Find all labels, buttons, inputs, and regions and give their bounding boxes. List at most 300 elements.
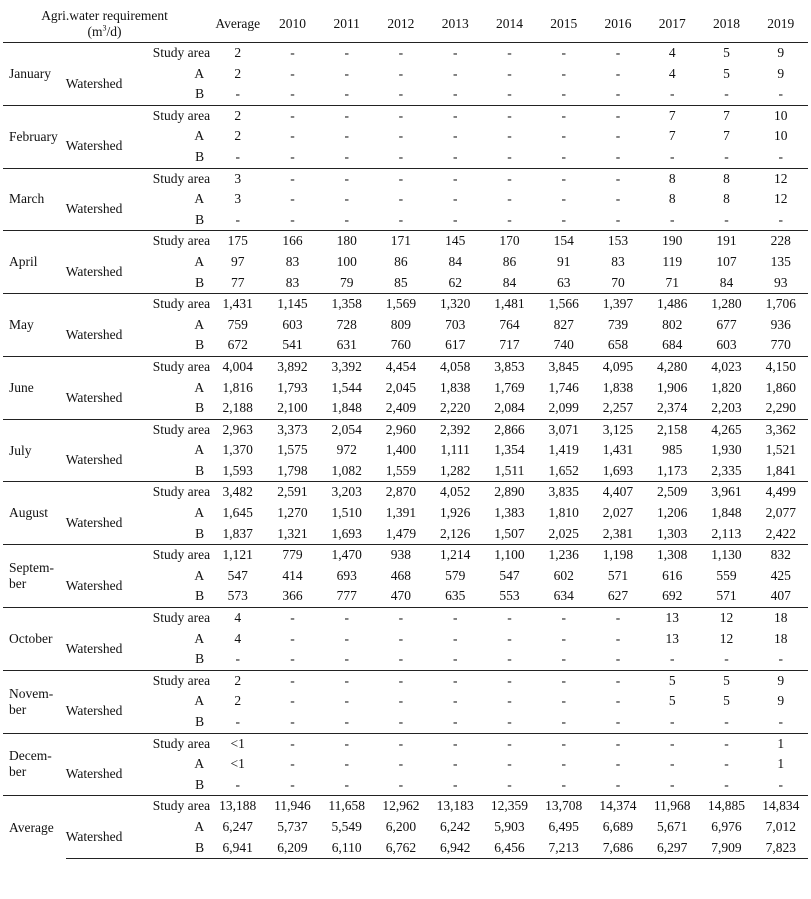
table-cell: 6,762	[374, 838, 428, 859]
table-cell: -	[724, 86, 729, 102]
table-cell: 8	[645, 168, 699, 189]
table-row	[3, 817, 808, 838]
table-cell: 1,848	[331, 400, 362, 416]
watershed-label: Watershed	[65, 640, 123, 656]
row-watershed-b-label	[66, 649, 210, 670]
table-cell: -	[615, 630, 621, 646]
table-cell: 5,903	[494, 818, 525, 834]
table-cell: 693	[336, 567, 357, 583]
table-row	[3, 189, 808, 210]
table-cell: 728	[336, 316, 357, 332]
table-cell: 5	[668, 693, 676, 709]
table-cell: -	[778, 148, 784, 164]
water-requirement-table	[3, 6, 808, 859]
watershed-label: Watershed	[65, 828, 123, 844]
table-row	[3, 252, 808, 273]
watershed-label: Watershed	[65, 577, 123, 593]
table-cell: 1,354	[494, 442, 525, 458]
row-watershed-b-label	[66, 84, 210, 105]
table-cell: -	[320, 733, 374, 754]
table-cell: 7,213	[537, 838, 591, 859]
table-cell: -	[320, 670, 374, 691]
table-cell: 228	[754, 231, 808, 252]
table-cell: 2	[210, 105, 265, 126]
table-cell: 1,145	[265, 294, 319, 315]
table-cell: -	[724, 651, 729, 667]
table-cell: -	[615, 714, 621, 729]
table-cell: 13,183	[428, 796, 482, 817]
table-cell: 972	[336, 442, 357, 458]
watershed-label: Watershed	[65, 263, 123, 279]
study-area-label: Study area	[152, 421, 211, 437]
table-cell: 2,509	[645, 482, 699, 503]
table-cell: 1,566	[537, 294, 591, 315]
table-cell: 1,121	[210, 545, 265, 566]
row-study-area-label	[66, 419, 210, 440]
table-row	[3, 419, 808, 440]
table-cell: -	[398, 714, 404, 729]
table-row	[3, 670, 808, 691]
study-area-label: Study area	[152, 170, 211, 186]
table-cell: 1,837	[222, 525, 253, 541]
watershed-b-label: B	[195, 337, 205, 353]
row-group-label	[3, 482, 66, 545]
table-cell: -	[778, 86, 784, 102]
table-cell: -	[507, 714, 512, 729]
table-cell: 18	[774, 630, 788, 646]
table-cell: 3,125	[591, 419, 645, 440]
row-group-label-line: ber	[9, 701, 27, 717]
row-study-area-label	[66, 356, 210, 377]
table-cell: -	[344, 776, 349, 792]
table-cell: 938	[374, 545, 428, 566]
table-cell: 2,084	[494, 400, 525, 416]
table-row	[3, 231, 808, 252]
table-cell: 6,209	[265, 838, 319, 859]
table-row	[3, 796, 808, 817]
study-area-label: Study area	[152, 735, 211, 751]
table-cell: -	[374, 168, 428, 189]
table-cell: 1,082	[331, 462, 362, 478]
table-cell: -	[290, 756, 295, 772]
table-cell: 2,960	[374, 419, 428, 440]
table-cell: -	[428, 733, 482, 754]
table-cell: 2	[234, 693, 242, 709]
table-cell: -	[669, 756, 675, 772]
header-row	[3, 6, 808, 43]
row-watershed-a-label	[65, 754, 210, 782]
table-cell: -	[591, 43, 645, 64]
table-cell: 8	[723, 191, 730, 207]
table-cell: 2,890	[482, 482, 536, 503]
table-cell: 135	[770, 253, 791, 269]
table-cell: 1,431	[602, 442, 634, 458]
table-cell: 6,110	[320, 838, 374, 859]
table-cell: -	[398, 86, 404, 102]
table-cell: 85	[394, 274, 408, 290]
table-cell: -	[669, 148, 675, 164]
table-cell: 740	[553, 337, 574, 353]
row-study-area-label	[66, 796, 210, 817]
watershed-label: Watershed	[65, 703, 123, 719]
table-cell: 12	[774, 191, 788, 207]
row-watershed-b-label	[66, 210, 210, 231]
row-group-label	[3, 796, 66, 859]
table-cell: -	[561, 714, 566, 729]
watershed-b-label: B	[195, 462, 205, 478]
table-cell: -	[320, 43, 374, 64]
table-cell: -	[561, 86, 566, 102]
study-area-label: Study area	[152, 45, 211, 60]
table-row	[3, 105, 808, 126]
table-cell: 1,810	[548, 505, 579, 521]
table-cell: 1,645	[222, 505, 253, 521]
table-row	[3, 315, 808, 336]
table-cell: 1,544	[331, 379, 362, 395]
table-cell: -	[615, 86, 621, 102]
table-cell: 1,693	[602, 462, 634, 478]
watershed-a-label: A	[194, 818, 205, 834]
table-cell: 2,188	[222, 400, 253, 416]
table-cell: -	[561, 128, 566, 144]
table-cell: 86	[394, 253, 408, 269]
table-cell: 759	[227, 316, 248, 332]
table-cell: 170	[482, 231, 536, 252]
table-row	[3, 440, 808, 461]
table-cell: 366	[282, 588, 303, 604]
table-cell: 2,392	[428, 419, 482, 440]
table-cell: 4	[645, 43, 699, 64]
row-watershed-b-label	[66, 335, 210, 356]
table-cell: 802	[662, 316, 683, 332]
table-cell: 631	[336, 337, 357, 353]
table-cell: 13	[645, 608, 699, 629]
table-cell: 3	[234, 191, 242, 207]
row-group-label-line: Septem-	[9, 560, 54, 576]
study-area-label: Study area	[152, 107, 211, 123]
row-group-label	[3, 608, 66, 671]
table-cell: 468	[390, 567, 412, 583]
table-cell: 5,549	[331, 818, 362, 834]
table-cell: -	[615, 65, 621, 81]
table-cell: -	[669, 86, 675, 102]
table-cell: 70	[611, 274, 625, 290]
table-cell: -	[645, 733, 699, 754]
table-cell: 1,930	[711, 442, 742, 458]
row-group-label-line: May	[9, 317, 34, 333]
table-cell: 3,373	[265, 419, 319, 440]
table-cell: 1,400	[385, 442, 417, 458]
row-watershed-a-label	[65, 252, 210, 279]
table-cell: 1,860	[765, 379, 796, 395]
watershed-b-label: B	[195, 525, 205, 541]
row-group-label-line: April	[9, 254, 38, 270]
table-cell: 832	[754, 545, 808, 566]
row-group-label-line: August	[9, 505, 49, 521]
table-cell: 2,025	[548, 525, 579, 541]
watershed-b-label: B	[195, 714, 205, 729]
table-cell: 1,206	[657, 505, 688, 521]
table-row	[3, 838, 808, 859]
row-study-area-label	[66, 670, 210, 691]
col-header: 2013	[428, 6, 482, 43]
table-cell: 573	[227, 588, 248, 604]
table-cell: -	[398, 651, 404, 667]
table-cell: 12,962	[374, 796, 428, 817]
table-cell: 1,906	[657, 379, 688, 395]
table-row	[3, 586, 808, 607]
table-cell: -	[344, 86, 349, 102]
table-cell: 18	[754, 608, 808, 629]
table-cell: 617	[445, 337, 466, 353]
watershed-a-label: A	[194, 756, 205, 772]
table-cell: 4,407	[591, 482, 645, 503]
watershed-a-label: A	[194, 693, 205, 709]
row-study-area-label	[66, 43, 210, 64]
table-cell: -	[507, 693, 512, 709]
table-cell: 1,798	[277, 462, 308, 478]
table-cell: 985	[662, 442, 683, 458]
table-cell: -	[615, 776, 621, 792]
table-cell: 10	[774, 128, 788, 144]
table-cell: -	[507, 65, 512, 81]
table-cell: -	[344, 714, 349, 729]
table-cell: 1,358	[320, 294, 374, 315]
table-cell: 559	[716, 567, 737, 583]
table-cell: 2,099	[548, 400, 579, 416]
table-cell: 5	[723, 65, 730, 81]
table-cell: 71	[665, 274, 679, 290]
table-cell: 154	[537, 231, 591, 252]
table-row	[3, 629, 808, 650]
row-watershed-b-label	[66, 147, 210, 168]
table-cell: -	[452, 211, 458, 227]
table-cell: -	[452, 86, 458, 102]
table-cell: 107	[716, 253, 737, 269]
table-cell: 4	[668, 65, 676, 81]
table-cell: -	[290, 651, 295, 667]
col-header: 2014	[482, 6, 536, 43]
table-cell: -	[320, 608, 374, 629]
table-cell: <1	[230, 756, 245, 772]
watershed-b-label: B	[195, 588, 205, 604]
col-header: 2016	[591, 6, 645, 43]
watershed-b-label: B	[195, 86, 205, 102]
header-title	[3, 6, 210, 43]
table-cell: -	[482, 608, 536, 629]
table-cell: 14,885	[699, 796, 753, 817]
row-group-label	[3, 419, 66, 482]
table-cell: -	[452, 148, 458, 164]
table-cell: 180	[320, 231, 374, 252]
table-cell: 9	[754, 670, 808, 691]
table-cell: 11,658	[320, 796, 374, 817]
row-group-label-line: June	[9, 379, 34, 395]
table-cell: -	[669, 651, 675, 667]
table-cell: 7	[668, 128, 676, 144]
table-cell: 603	[716, 337, 737, 353]
table-row	[3, 398, 808, 419]
table-cell: 2,335	[711, 462, 742, 478]
watershed-b-label: B	[195, 776, 205, 792]
table-cell: -	[507, 191, 512, 207]
table-cell: 1,769	[494, 379, 525, 395]
watershed-b-label: B	[195, 274, 205, 290]
table-row	[3, 461, 808, 482]
table-cell: 2,054	[320, 419, 374, 440]
table-cell: 1,280	[699, 294, 753, 315]
table-cell: 5	[723, 693, 730, 709]
table-row	[3, 168, 808, 189]
table-cell: -	[778, 714, 784, 729]
table-cell: -	[591, 608, 645, 629]
table-cell: -	[235, 148, 240, 164]
table-cell: 1,575	[277, 442, 308, 458]
table-cell: 84	[719, 274, 734, 290]
study-area-label: Study area	[152, 358, 211, 374]
study-area-label: Study area	[152, 296, 211, 312]
row-group-label	[3, 733, 66, 796]
table-cell: 11,946	[265, 796, 319, 817]
study-area-label: Study area	[152, 798, 211, 814]
table-cell: -	[452, 191, 458, 207]
table-body	[3, 43, 808, 859]
table-cell: -	[320, 105, 374, 126]
table-row	[3, 273, 808, 294]
table-cell: 571	[607, 567, 629, 583]
table-cell: 1,321	[277, 525, 308, 541]
table-cell: -	[615, 693, 621, 709]
row-group-label-line: Novem-	[9, 685, 54, 701]
table-cell: -	[235, 651, 240, 667]
table-row	[3, 691, 808, 712]
table-cell: -	[507, 630, 512, 646]
table-cell: -	[398, 65, 404, 81]
table-cell: 1,652	[548, 462, 579, 478]
table-cell: 9	[777, 693, 785, 709]
table-cell: 616	[662, 567, 683, 583]
table-cell: -	[452, 651, 458, 667]
table-cell: -	[452, 776, 458, 792]
table-cell: -	[507, 148, 512, 164]
table-cell: 627	[607, 588, 629, 604]
table-cell: 1,370	[222, 442, 253, 458]
table-cell: 190	[645, 231, 699, 252]
table-cell: -	[398, 191, 404, 207]
table-row	[3, 712, 808, 733]
table-cell: 3,071	[537, 419, 591, 440]
table-cell: 1,593	[222, 462, 253, 478]
table-cell: 827	[553, 316, 574, 332]
table-cell: -	[428, 168, 482, 189]
table-cell: 2	[234, 128, 242, 144]
table-cell: 1,521	[765, 442, 796, 458]
table-cell: -	[591, 168, 645, 189]
table-cell: -	[537, 43, 591, 64]
table-row	[3, 482, 808, 503]
table-cell: -	[507, 211, 512, 227]
table-cell: 63	[556, 274, 571, 290]
table-cell: -	[344, 211, 349, 227]
table-cell: -	[374, 608, 428, 629]
table-cell: -	[591, 105, 645, 126]
table-cell: 2,381	[602, 525, 634, 541]
table-cell: -	[290, 693, 295, 709]
table-cell: 2,257	[602, 400, 634, 416]
table-cell: -	[290, 148, 295, 164]
table-cell: -	[561, 776, 566, 792]
table-cell: -	[452, 65, 458, 81]
table-cell: -	[290, 86, 295, 102]
table-cell: -	[428, 670, 482, 691]
table-cell: -	[669, 714, 675, 729]
table-cell: 2,591	[265, 482, 319, 503]
table-cell: 7,012	[765, 818, 796, 834]
table-cell: 62	[448, 274, 462, 290]
table-cell: 1,559	[385, 462, 417, 478]
table-cell: 2	[234, 65, 242, 81]
table-cell: -	[537, 105, 591, 126]
study-area-label: Study area	[152, 610, 211, 626]
table-cell: -	[290, 714, 295, 729]
table-row	[3, 545, 808, 566]
watershed-a-label: A	[194, 316, 205, 332]
table-cell: 2,027	[602, 505, 634, 521]
row-watershed-b-label	[66, 586, 210, 607]
table-cell: 3,835	[537, 482, 591, 503]
table-cell: 3	[210, 168, 265, 189]
table-cell: 571	[716, 588, 737, 604]
table-cell: 1,303	[657, 525, 688, 541]
table-cell: -	[265, 608, 319, 629]
watershed-label: Watershed	[65, 452, 123, 468]
watershed-b-label: B	[195, 211, 205, 227]
study-area-label: Study area	[152, 547, 211, 563]
col-header: 2017	[645, 6, 699, 43]
watershed-label: Watershed	[65, 389, 123, 405]
table-cell: 739	[607, 316, 629, 332]
watershed-a-label: A	[194, 567, 205, 583]
table-cell: 4,023	[699, 356, 753, 377]
table-cell: 634	[553, 588, 574, 604]
table-cell: 6,941	[210, 838, 265, 859]
table-cell: -	[615, 756, 621, 772]
table-cell: -	[778, 776, 784, 792]
table-cell: 407	[770, 588, 791, 604]
table-cell: 4,004	[210, 356, 265, 377]
table-cell: -	[374, 733, 428, 754]
table-cell: -	[669, 776, 675, 792]
table-cell: 7	[699, 105, 753, 126]
table-cell: 7,909	[699, 838, 753, 859]
table-cell: -	[452, 128, 458, 144]
table-cell: 3,961	[699, 482, 753, 503]
row-watershed-a-label	[65, 64, 210, 91]
table-row	[3, 147, 808, 168]
table-cell: -	[398, 756, 404, 772]
table-cell: -	[724, 714, 729, 729]
table-cell: 635	[445, 588, 466, 604]
table-cell: 4,499	[754, 482, 808, 503]
row-watershed-a-label	[65, 440, 210, 468]
table-row	[3, 754, 808, 775]
table-cell: 83	[285, 253, 300, 269]
row-watershed-a-label	[65, 378, 210, 405]
table-cell: 760	[390, 337, 412, 353]
table-cell: 4,052	[428, 482, 482, 503]
row-group-label-line: February	[9, 128, 58, 144]
table-cell: 579	[445, 567, 466, 583]
